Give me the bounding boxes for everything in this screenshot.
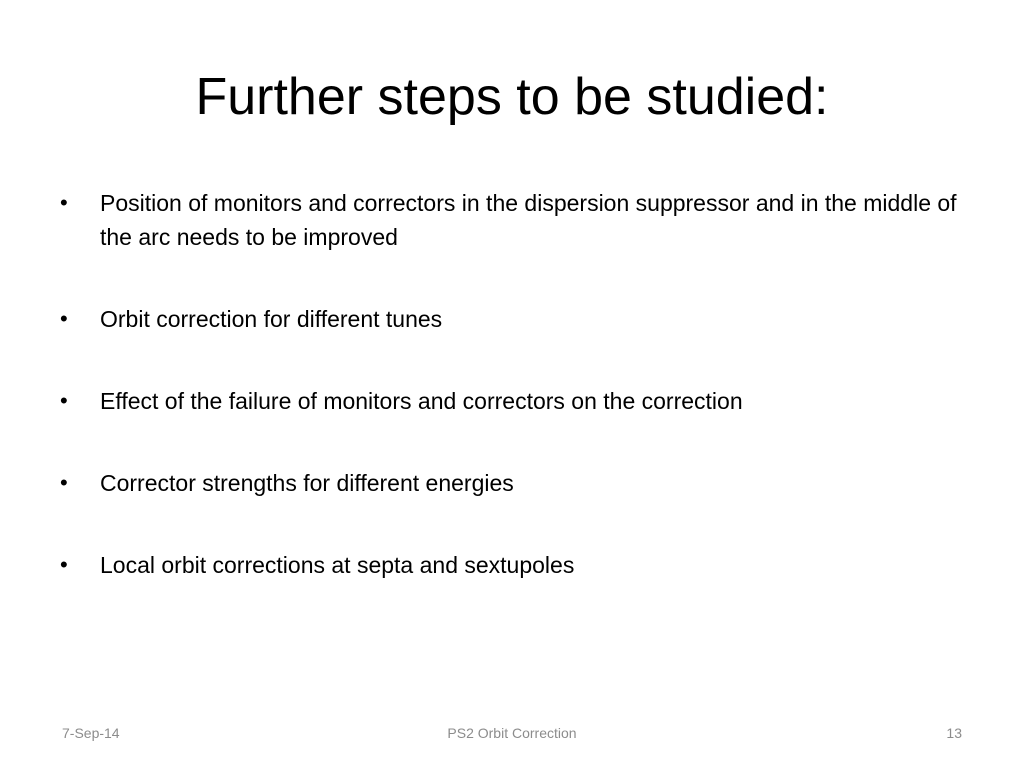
bullet-text: Orbit correction for different tunes bbox=[100, 306, 443, 332]
footer-title: PS2 Orbit Correction bbox=[447, 725, 577, 741]
bullet-icon: • bbox=[60, 388, 68, 413]
bullet-icon: • bbox=[60, 190, 68, 215]
bullet-item bbox=[60, 384, 980, 418]
bullet-text: Effect of the failure of monitors and correctors on the correction bbox=[100, 388, 743, 414]
page-number: 13 bbox=[946, 725, 962, 741]
bullet-text: Local orbit corrections at septa and sextupoles bbox=[100, 552, 575, 578]
bullet-list bbox=[60, 186, 980, 630]
bullet-icon: • bbox=[60, 306, 68, 331]
bullet-text: Corrector strengths for different energies bbox=[100, 470, 514, 496]
bullet-item bbox=[60, 302, 980, 336]
bullet-icon: • bbox=[60, 470, 68, 495]
bullet-text: Position of monitors and correctors in the dispersion suppressor and in the middle of the arc needs to be improved bbox=[100, 190, 957, 250]
bullet-item bbox=[60, 466, 980, 500]
bullet-item bbox=[60, 186, 980, 254]
footer-date: 7-Sep-14 bbox=[62, 725, 120, 741]
slide-title: Further steps to be studied: bbox=[195, 68, 829, 126]
bullet-item bbox=[60, 548, 980, 582]
bullet-icon: • bbox=[60, 552, 68, 577]
